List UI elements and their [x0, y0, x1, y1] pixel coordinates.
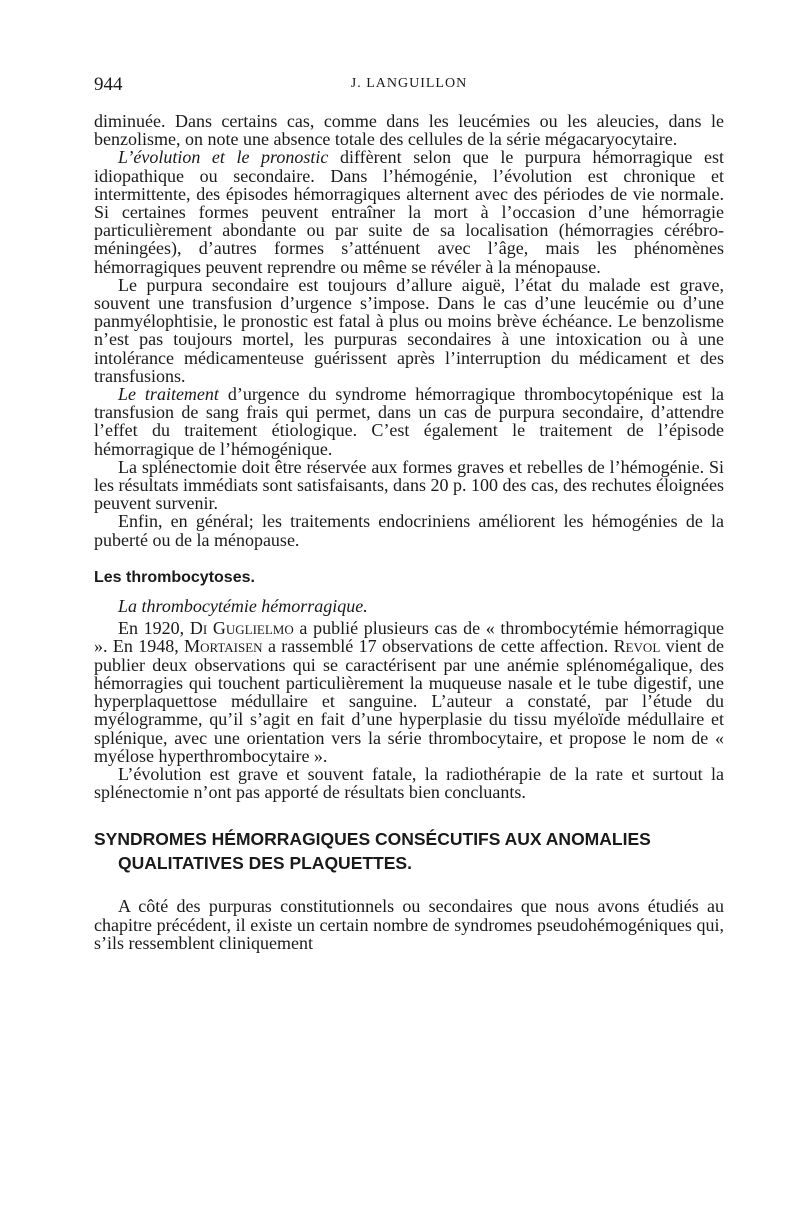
italic-lead: L’évolution et le pronostic: [118, 147, 329, 168]
paragraph: L’évolution est grave et souvent fatale, la radiothérapie de la rate et surtout la splénectomie n’ont pas apporté de résultats bien concluants.: [94, 763, 724, 803]
text-run: En 1920,: [118, 618, 190, 639]
paragraph-traitement: [94, 385, 724, 458]
paragraph: Le purpura secondaire est toujours d’allure aiguë, l’état du malade est grave, souvent une transfusion d’urgence s’impose. Dans le cas d’une leucémie ou d’une panmyélophtisie, le pronostic est fatal à plus ou moins brève échéance. Le benzolisme n’est pas toujours mortel, les purpuras secondaires à une intoxication ou à une intolérance médicamenteuse guérissent après l’interruption du médicament et des transfusions.: [94, 274, 724, 386]
author-name: Mortaisen: [184, 636, 263, 657]
body-text: [94, 112, 724, 952]
paragraph-evolution: [94, 148, 724, 275]
running-head: J. LANGUILLON: [350, 76, 468, 91]
section-title-line2: QUALITATIVES DES PLAQUETTES.: [118, 853, 412, 874]
page-header: [94, 74, 724, 98]
section-title-line1: SYNDROMES HÉMORRAGIQUES CONSÉCUTIFS AUX ANOMALIES: [94, 829, 651, 850]
paragraph-text: diffèrent selon que le purpura hémorragique est idiopathique ou secondaire. Dans l’hémogénie, l’évolution est chronique et intermittente, des épisodes hémorragiques alternent avec des périodes de vie normale. Si certaines formes peuvent entraîner la mort à l’occasion d’une hémorragie particulièrement abondante ou par suite de sa localisation (hémorragies cérébro-méningées), d’autres formes s’atténuent avec l’âge, mais les phénomènes hémorragiques peuvent reprendre ou même se révéler à la ménopause.: [94, 147, 725, 277]
author-name: Di Guglielmo: [189, 618, 294, 639]
italic-lead: Le traitement: [118, 384, 219, 405]
paragraph-thrombocytemie: [94, 619, 724, 765]
paragraph: Enfin, en général; les traitements endocriniens améliorent les hémogénies de la puberté ou de la ménopause.: [94, 511, 724, 550]
paragraph: A côté des purpuras constitutionnels ou secondaires que nous avons étudiés au chapitre précédent, il existe un certain nombre de syndromes pseudohémogéniques qui, s’ils ressemblent cliniquement: [94, 896, 724, 953]
page-number: 944: [94, 74, 123, 95]
paragraph: La splénectomie doit être réservée aux formes graves et rebelles de l’hémogénie. Si les résultats immédiats sont satisfaisants, dans 20 p. 100 des cas, des rechutes éloignées peuvent survenir.: [94, 456, 724, 514]
text-run: a rassemblé 17 observations de cette affection.: [262, 636, 614, 657]
section-title: [94, 827, 724, 875]
author-name: Revol: [613, 636, 661, 657]
paragraph: diminuée. Dans certains cas, comme dans les leucémies ou les aleucies, dans le benzolisme, on note une absence totale des cellules de la série mégacaryocytaire.: [94, 111, 724, 150]
text-run: vient de publier deux observations qui se caractérisent par une anémie splénomégalique, des hémorragies qui touchent particulièrement la muqueuse nasale et le tube digestif, une hyperplaquettose médullaire et sanguine. L’auteur a constaté, par l’étude du myélogramme, qu’il s’agit en fait d’une hyperplasie du tissu myéloïde médullaire et splénique, avec une orientation vers la série thrombocytaire, et propose le nom de « myélose hyperthrombocytaire ».: [94, 636, 724, 766]
text-run: a publié plusieurs cas de « thrombocytémie hémorragique ». En 1948,: [94, 618, 725, 657]
subheading: Les thrombocytoses.: [94, 568, 255, 586]
paragraph-text: d’urgence du syndrome hémorragique thrombocytopénique est la transfusion de sang frais qui permet, dans un cas de purpura secondaire, d’attendre l’effet du traitement étiologique. C’est également le traitement de l’épisode hémorragique de l’hémogénique.: [94, 384, 724, 459]
italic-subheading: La thrombocytémie hémorragique.: [118, 596, 368, 617]
